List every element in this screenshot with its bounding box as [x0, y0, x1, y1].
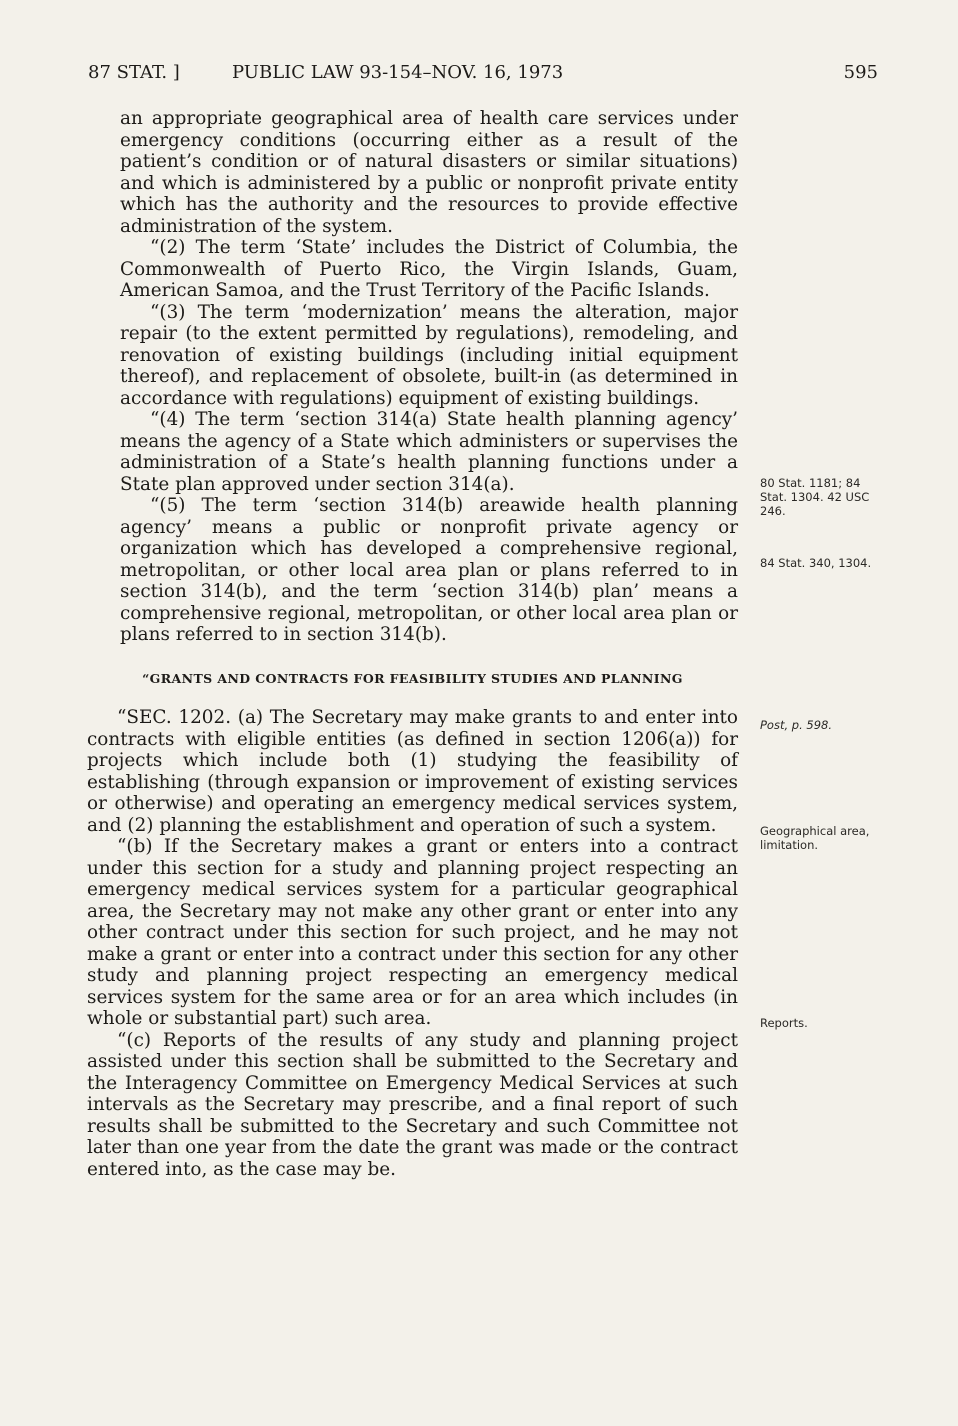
paragraph: “(b) If the Secretary makes a grant or enters into a contract under this section for a study and planning project respecting an emergency medical services system for a particular geographical area, the Secretary may not make any other grant or enter into any other contract under this section for such project, and he may not make a grant or enter into a contract under this section for any other study and planning project respecting an emergency medical services system for the same area or for an area which includes (in whole or substantial part) such area.	[87, 836, 738, 1029]
margin-note-topic: Geographical area, limitation.	[760, 824, 870, 852]
paragraph: “(2) The term ‘State’ includes the District of Columbia, the Commonwealth of Puerto Rico, the Virgin Islands, Guam, American Samoa, and the Trust Territory of the Pacific Islands.	[120, 237, 738, 301]
statute-volume: 87 STAT. ]	[88, 62, 180, 83]
paragraph: an appropriate geographical area of health care services under emergency conditions (occurring either as a result of the patient’s condition or of natural disasters or similar situations) and which is administered by a public or nonprofit private entity which has the authority and the resources to provide effective administration of the system.	[120, 108, 738, 237]
section-heading: “GRANTS AND CONTRACTS FOR FEASIBILITY STUDIES AND PLANNING	[142, 670, 683, 686]
margin-note-cross-reference: Post, p. 598.	[760, 718, 832, 732]
margin-note-citation: 80 Stat. 1181; 84 Stat. 1304. 42 USC 246.	[760, 476, 870, 518]
law-title: PUBLIC LAW 93-154–NOV. 16, 1973	[232, 62, 564, 83]
paragraph: “(3) The term ‘modernization’ means the alteration, major repair (to the extent permitted by regulations), remodeling, and renovation of existing buildings (including initial equipment thereof), and replacement of obsolete, built-in (as determined in accordance with regulations) equipment of existing buildings.	[120, 301, 738, 409]
paragraph: “SEC. 1202. (a) The Secretary may make grants to and enter into contracts with eligible entities (as defined in section 1206(a)) for projects which include both (1) studying the feasibility of establishing (through expansion or improvement of existing services or otherwise) and operating an emergency medical services system, and (2) planning the establishment and operation of such a system.	[87, 707, 738, 836]
paragraph: “(c) Reports of the results of any study and planning project assisted under this section shall be submitted to the Secretary and the Interagency Committee on Emergency Medical Services at such intervals as the Secretary may prescribe, and a final report of such results shall be submitted to the Secretary and such Committee not later than one year from the date the grant was made or the contract entered into, as the case may be.	[87, 1029, 738, 1180]
paragraph: “(5) The term ‘section 314(b) areawide health planning agency’ means a public or nonprofit private agency or organization which has developed a comprehensive regional, metropolitan, or other local area plan or plans referred to in section 314(b), and the term ‘section 314(b) plan’ means a comprehensive regional, metropolitan, or other local area plan or plans referred to in section 314(b).	[120, 495, 738, 645]
paragraph: “(4) The term ‘section 314(a) State health planning agency’ means the agency of a State which administers or supervises the administration of a State’s health planning functions under a State plan approved under section 314(a).	[120, 409, 738, 495]
page-header	[88, 62, 878, 88]
margin-note-topic: Reports.	[760, 1016, 808, 1030]
margin-note-citation: 84 Stat. 340, 1304.	[760, 556, 872, 570]
page-number: 595	[843, 62, 878, 83]
body-text	[87, 108, 738, 1180]
